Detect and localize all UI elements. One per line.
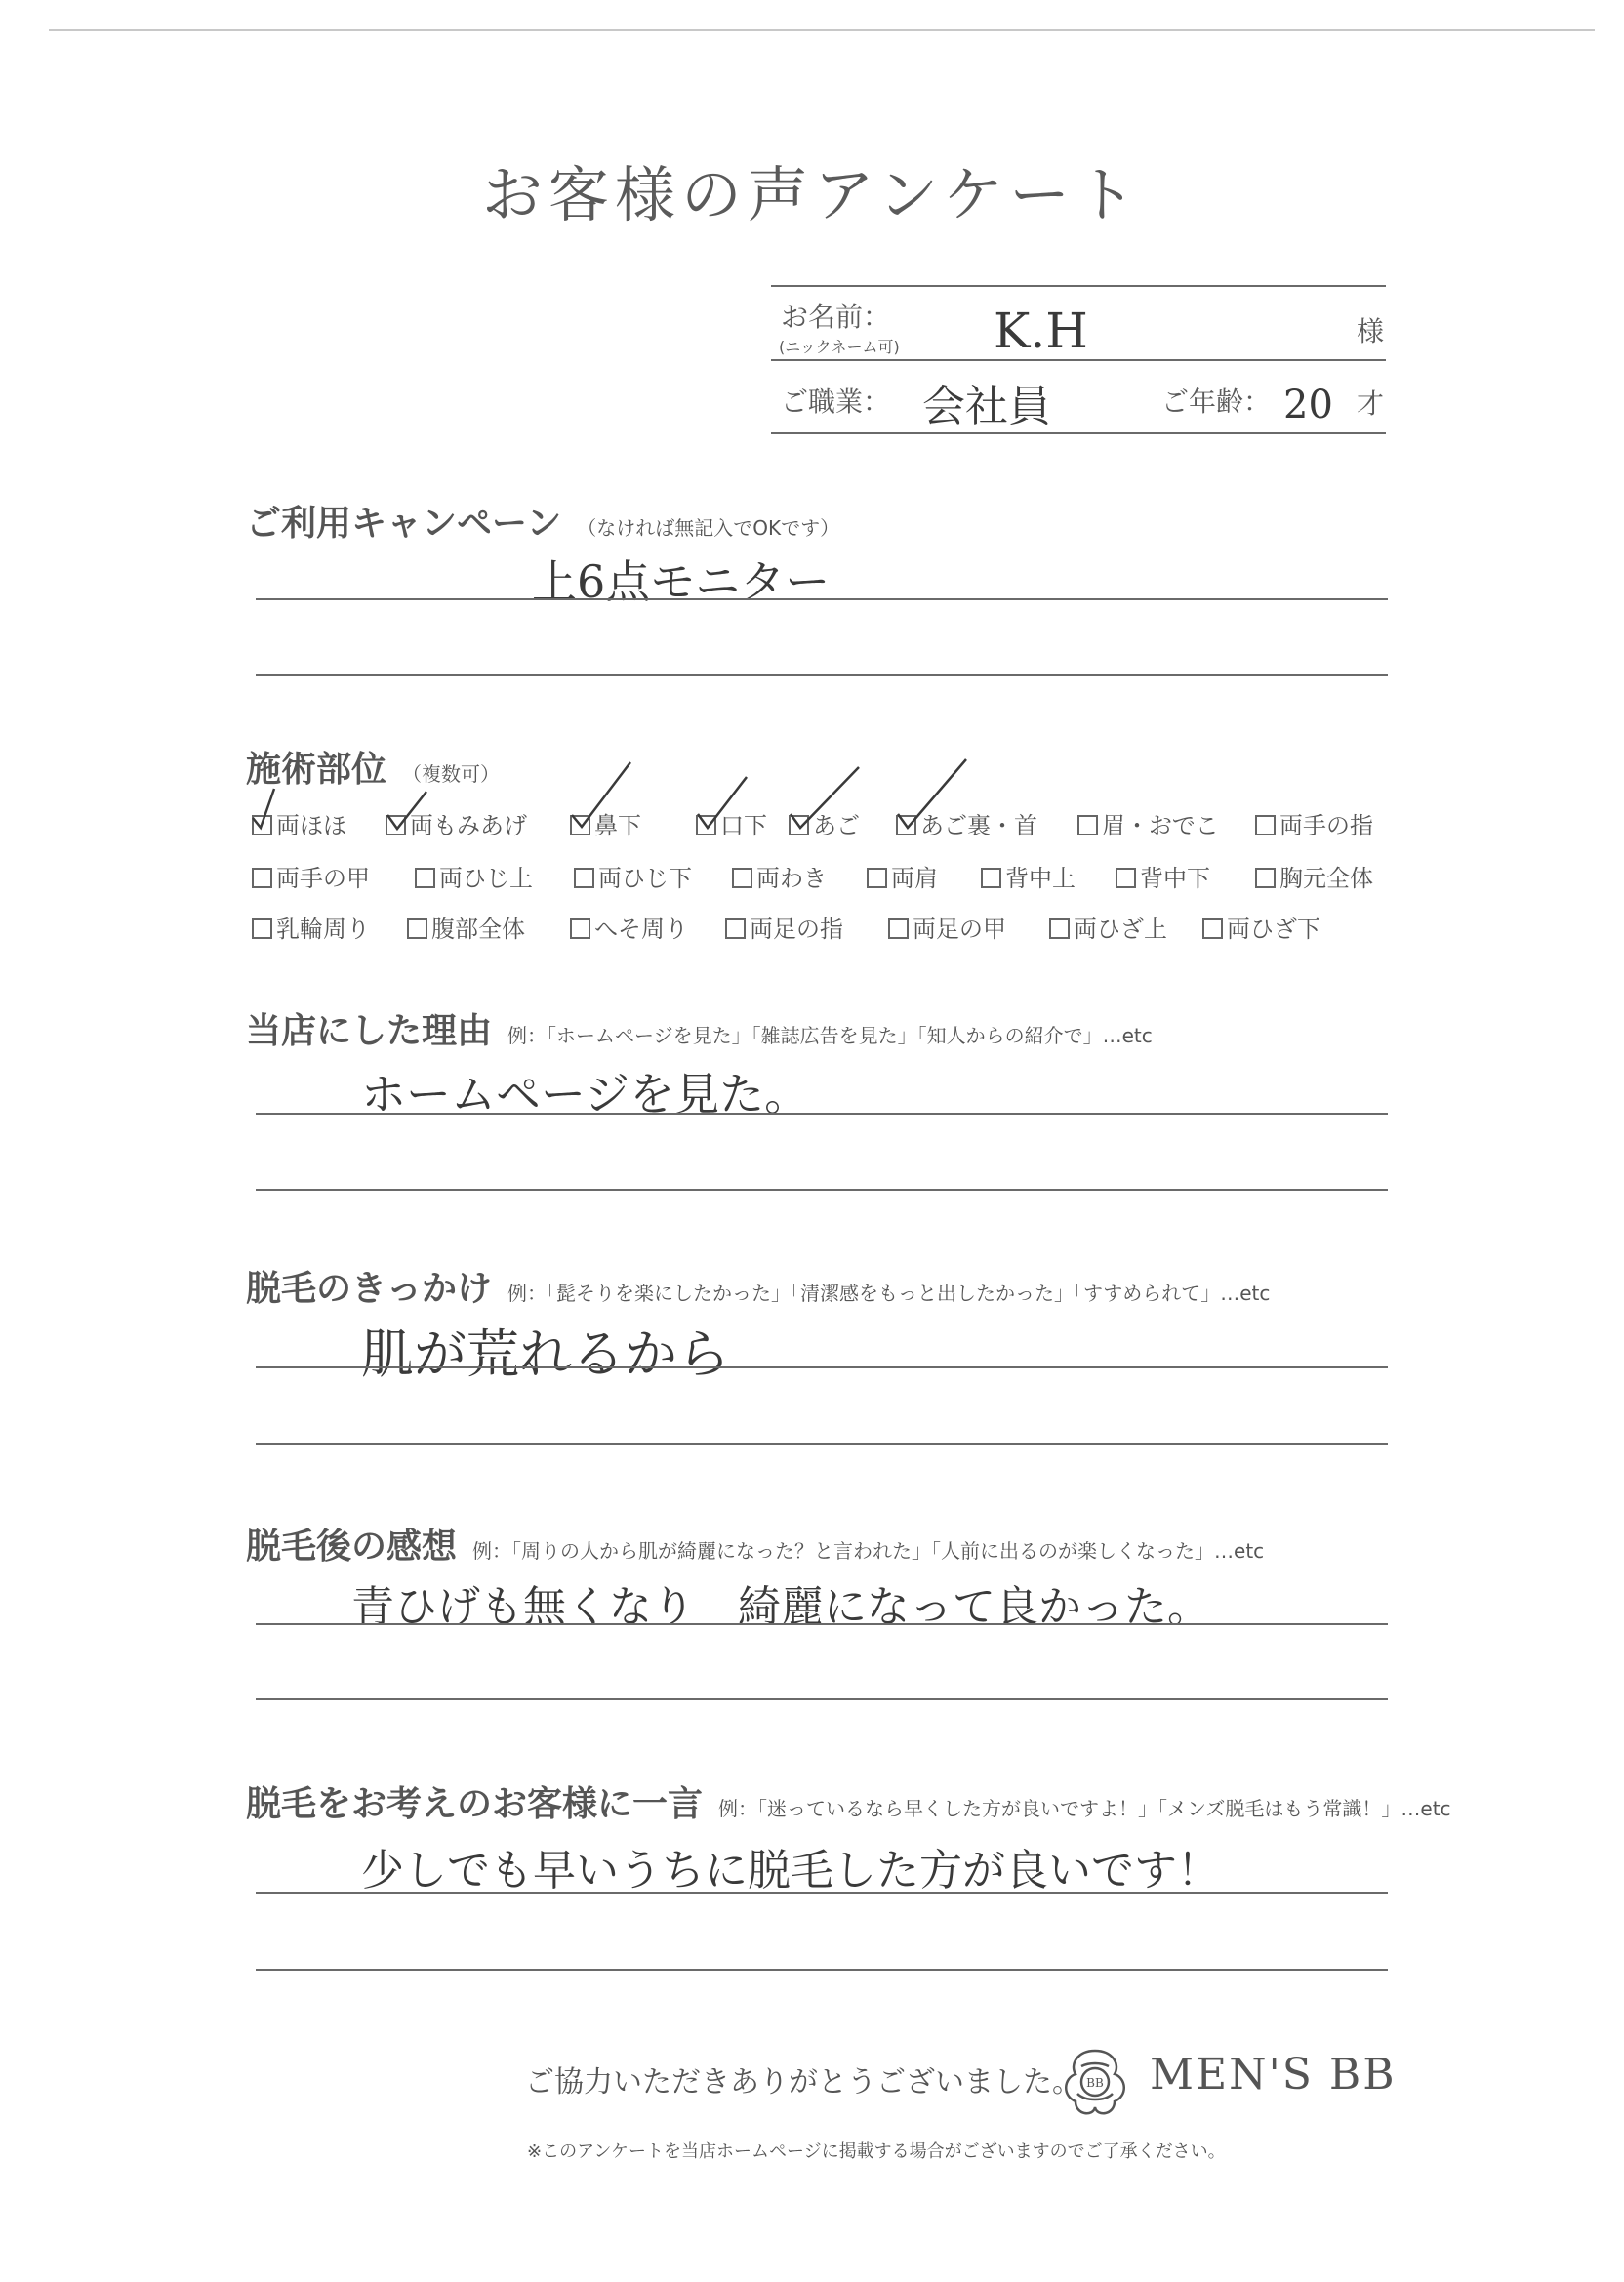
- campaign-heading-text: ご利用キャンペーン: [246, 503, 562, 544]
- campaign-note: （なければ無記入でOKです）: [577, 516, 840, 540]
- trigger-heading: [246, 1261, 1270, 1311]
- areas-heading-text: 施術部位: [246, 749, 387, 790]
- area-option-label: 両手の指: [1279, 812, 1373, 839]
- checkmark-icon: [568, 756, 636, 839]
- age-unit: 才: [1357, 387, 1385, 420]
- area-option[interactable]: [981, 859, 1076, 893]
- impression-rule-1: [256, 1623, 1388, 1625]
- disclaimer: ※このアンケートを当店ホームページに掲載する場合がございますのでご了承ください。: [527, 2141, 1226, 2162]
- header-rule-bottom: [771, 432, 1386, 434]
- area-option[interactable]: [570, 910, 688, 944]
- checkmark-icon: [894, 754, 972, 839]
- checkbox[interactable]: [415, 868, 435, 888]
- age-label: ご年齢：: [1161, 386, 1272, 418]
- area-option[interactable]: [252, 859, 370, 893]
- area-option[interactable]: [1255, 806, 1373, 840]
- checkbox[interactable]: [1049, 918, 1070, 939]
- area-option[interactable]: [888, 910, 1006, 944]
- checkbox[interactable]: [570, 918, 590, 939]
- trigger-rule-2: [256, 1443, 1388, 1445]
- job-label: ご職業：: [781, 386, 891, 418]
- reason-note: 例：「ホームページを見た」「雑誌広告を見た」「知人からの紹介で」…etc: [508, 1024, 1153, 1047]
- area-option-label: 背中上: [1005, 865, 1076, 892]
- svg-text:BB: BB: [1086, 2076, 1104, 2090]
- area-option-label: あご: [813, 812, 860, 839]
- area-option-label: 胸元全体: [1279, 865, 1373, 892]
- checkmark-icon: [249, 781, 278, 839]
- area-option[interactable]: [725, 910, 843, 944]
- area-option-label: 背中下: [1140, 865, 1210, 892]
- area-option[interactable]: [1049, 910, 1167, 944]
- impression-answer: 青ひげも無くなり 綺麗になって良かった。: [351, 1582, 1210, 1632]
- reason-rule-1: [256, 1113, 1388, 1115]
- trigger-note: 例：「髭そりを楽にしたかった」「清潔感をもっと出したかった」「すすめられて」…etc: [508, 1282, 1271, 1305]
- message-answer: 少しでも早いうちに脱毛した方が良いです！: [361, 1846, 1220, 1895]
- area-option-label: あご裏・首: [920, 812, 1037, 839]
- trigger-heading-text: 脱毛のきっかけ: [246, 1268, 493, 1309]
- checkmark-icon: [694, 771, 752, 839]
- impression-heading: [246, 1519, 1264, 1569]
- checkbox[interactable]: [1255, 868, 1276, 888]
- message-note: 例：「迷っているなら早くした方が良いですよ！」「メンズ脱毛はもう常識！」…etc: [718, 1797, 1451, 1820]
- impression-note: 例：「周りの人から肌が綺麗になった？と言われた」「人前に出るのが楽しくなった」…etc: [472, 1539, 1265, 1563]
- checkmark-icon: [787, 761, 865, 839]
- area-option[interactable]: [574, 859, 692, 893]
- area-option-label: 両ひざ下: [1227, 916, 1320, 943]
- area-option-label: 両ひじ上: [439, 865, 533, 892]
- checkbox[interactable]: [252, 868, 272, 888]
- reason-heading: [246, 1003, 1153, 1053]
- area-option[interactable]: [252, 910, 370, 944]
- area-option-label: 両足の指: [750, 916, 843, 943]
- scan-edge-line: [49, 29, 1595, 31]
- name-sublabel: (ニックネーム可): [779, 338, 900, 356]
- trigger-answer: 肌が荒れるから: [361, 1324, 730, 1385]
- checkbox[interactable]: [407, 918, 427, 939]
- campaign-rule-2: [256, 674, 1388, 676]
- reason-heading-text: 当店にした理由: [246, 1010, 493, 1051]
- page-title: お客様の声アンケート: [481, 159, 1143, 230]
- areas-heading: [246, 742, 500, 792]
- area-option-label: 両わき: [756, 865, 827, 892]
- area-option-label: 口下: [720, 812, 767, 839]
- campaign-heading: [246, 496, 839, 546]
- checkbox[interactable]: [1255, 815, 1276, 835]
- message-heading-text: 脱毛をお考えのお客様に一言: [246, 1783, 704, 1824]
- thanks-message: ご協力いただきありがとうございました。: [525, 2065, 1081, 2099]
- trigger-rule-1: [256, 1366, 1388, 1368]
- area-option-label: 腹部全体: [431, 916, 525, 943]
- checkbox[interactable]: [1077, 815, 1098, 835]
- area-option-label: 乳輪周り: [276, 916, 370, 943]
- reason-answer: ホームページを見た。: [361, 1068, 810, 1121]
- message-heading: [246, 1776, 1451, 1826]
- checkbox[interactable]: [981, 868, 1001, 888]
- header-rule-top: [771, 285, 1386, 287]
- area-option-label: 両ほほ: [276, 812, 346, 839]
- campaign-rule-1: [256, 598, 1388, 600]
- checkbox[interactable]: [867, 868, 887, 888]
- message-rule-2: [256, 1969, 1388, 1971]
- reason-rule-2: [256, 1189, 1388, 1191]
- name-value: K.H: [994, 303, 1088, 359]
- area-option[interactable]: [415, 859, 533, 893]
- area-option-label: 鼻下: [594, 812, 641, 839]
- area-option-label: 両足の甲: [913, 916, 1006, 943]
- camellia-logo-icon: [1056, 2043, 1134, 2121]
- honorific-label: 様: [1357, 315, 1385, 347]
- area-option-label: 両ひざ上: [1074, 916, 1167, 943]
- area-option[interactable]: [1255, 859, 1373, 893]
- area-option-label: 両肩: [891, 865, 938, 892]
- impression-rule-2: [256, 1698, 1388, 1700]
- checkbox[interactable]: [1202, 918, 1223, 939]
- campaign-answer: 上6点モニター: [532, 555, 831, 608]
- checkbox[interactable]: [574, 868, 594, 888]
- area-option-label: 眉・おでこ: [1102, 812, 1219, 839]
- impression-heading-text: 脱毛後の感想: [246, 1526, 458, 1567]
- area-option-label: 両もみあげ: [410, 812, 527, 839]
- area-option[interactable]: [1202, 910, 1320, 944]
- checkbox[interactable]: [888, 918, 909, 939]
- area-option[interactable]: [1116, 859, 1210, 893]
- area-option[interactable]: [732, 859, 827, 893]
- area-option[interactable]: [867, 859, 938, 893]
- job-value: 会社員: [922, 382, 1051, 431]
- message-rule-1: [256, 1892, 1388, 1894]
- age-value: 20: [1283, 383, 1333, 428]
- brand-name: MEN'S BB: [1150, 2050, 1397, 2099]
- checkbox[interactable]: [1116, 868, 1136, 888]
- area-option[interactable]: [407, 910, 525, 944]
- area-option-label: 両ひじ下: [598, 865, 692, 892]
- checkbox[interactable]: [725, 918, 746, 939]
- checkbox[interactable]: [252, 918, 272, 939]
- checkmark-icon: [384, 786, 432, 839]
- name-label: お名前：: [781, 301, 891, 333]
- checkbox[interactable]: [732, 868, 752, 888]
- area-option-label: へそ周り: [594, 916, 688, 943]
- header-rule-middle: [771, 359, 1386, 361]
- area-option-label: 両手の甲: [276, 865, 370, 892]
- areas-note: （複数可）: [402, 762, 501, 786]
- area-option[interactable]: [1077, 806, 1219, 840]
